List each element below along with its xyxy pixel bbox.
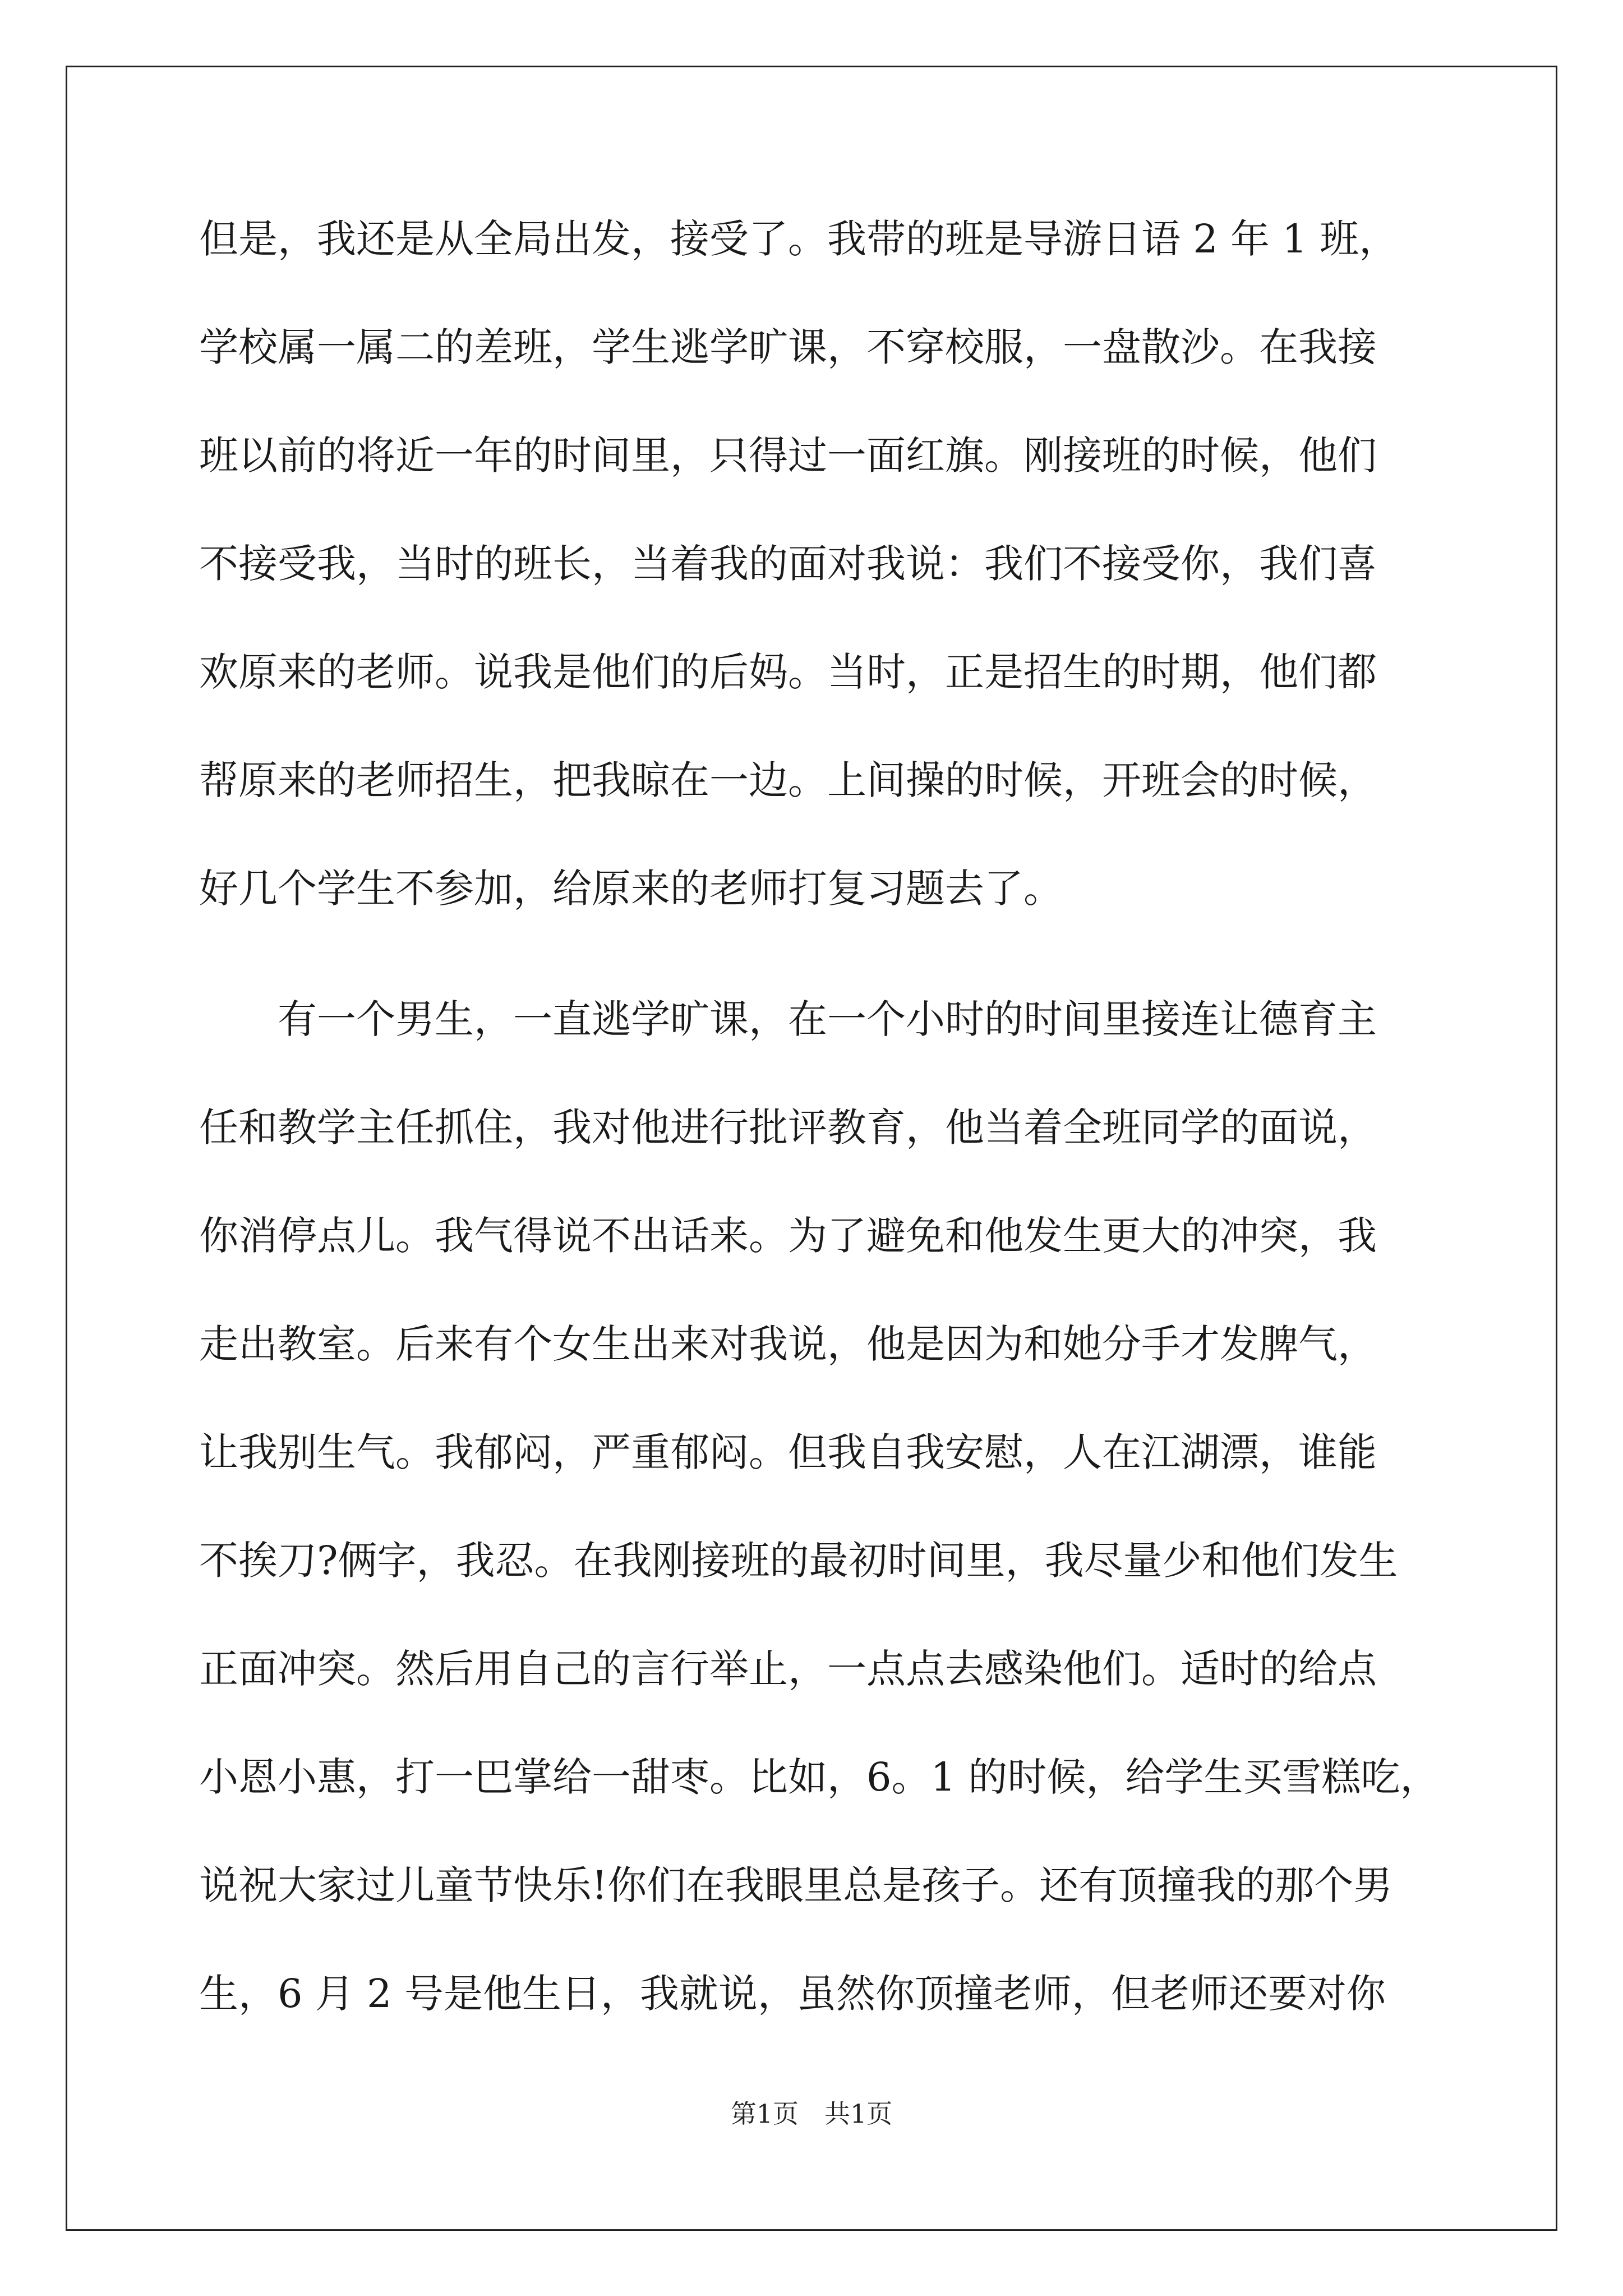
- text-line: 正面冲突。然后用自己的言行举止，一点点去感染他们。适时的给点: [199, 1646, 1377, 1692]
- text-line: 你消停点儿。我气得说不出话来。为了避免和他发生更大的冲突，我: [199, 1213, 1377, 1259]
- text-line: 班以前的将近一年的时间里，只得过一面红旗。刚接班的时候，他们: [199, 432, 1377, 478]
- page-number-footer: 第1页 共1页: [730, 2099, 893, 2129]
- text-line: 小恩小惠，打一巴掌给一甜枣。比如，6。1 的时候，给学生买雪糕吃，: [199, 1754, 1440, 1800]
- paragraph-gap: [199, 943, 1433, 965]
- text-line: 让我别生气。我郁闷，严重郁闷。但我自我安慰，人在江湖漂，谁能: [199, 1429, 1377, 1475]
- text-line: 有一个男生，一直逃学旷课，在一个小时的时间里接连让德育主: [199, 996, 1377, 1042]
- text-line: 生，6 月 2 号是他生日，我就说，虽然你顶撞老师，但老师还要对你: [199, 1971, 1386, 2017]
- text-line: 任和教学主任抓住，我对他进行批评教育，他当着全班同学的面说，: [199, 1105, 1377, 1151]
- text-line: 学校属一属二的差班，学生逃学旷课，不穿校服，一盘散沙。在我接: [199, 324, 1377, 370]
- text-line: 但是，我还是从全局出发，接受了。我带的班是导游日语 2 年 1 班，: [199, 216, 1399, 262]
- text-line: 帮原来的老师招生，把我晾在一边。上间操的时候，开班会的时候，: [199, 757, 1377, 803]
- text-line: 好几个学生不参加，给原来的老师打复习题去了。: [199, 866, 1063, 912]
- paragraph-2: [199, 965, 1440, 2156]
- paragraph-1: [199, 185, 1433, 943]
- text-line: 走出教室。后来有个女生出来对我说，他是因为和她分手才发脾气，: [199, 1321, 1377, 1367]
- text-line: 说祝大家过儿童节快乐!你们在我眼里总是孩子。还有顶撞我的那个男: [199, 1862, 1393, 1908]
- text-line: 不接受我，当时的班长，当着我的面对我说：我们不接受你，我们喜: [199, 541, 1377, 587]
- text-line: 欢原来的老师。说我是他们的后妈。当时，正是招生的时期，他们都: [199, 649, 1377, 695]
- text-line: 不挨刀?俩字，我忍。在我刚接班的最初时间里，我尽量少和他们发生: [199, 1538, 1398, 1584]
- document-body: [199, 185, 1440, 2156]
